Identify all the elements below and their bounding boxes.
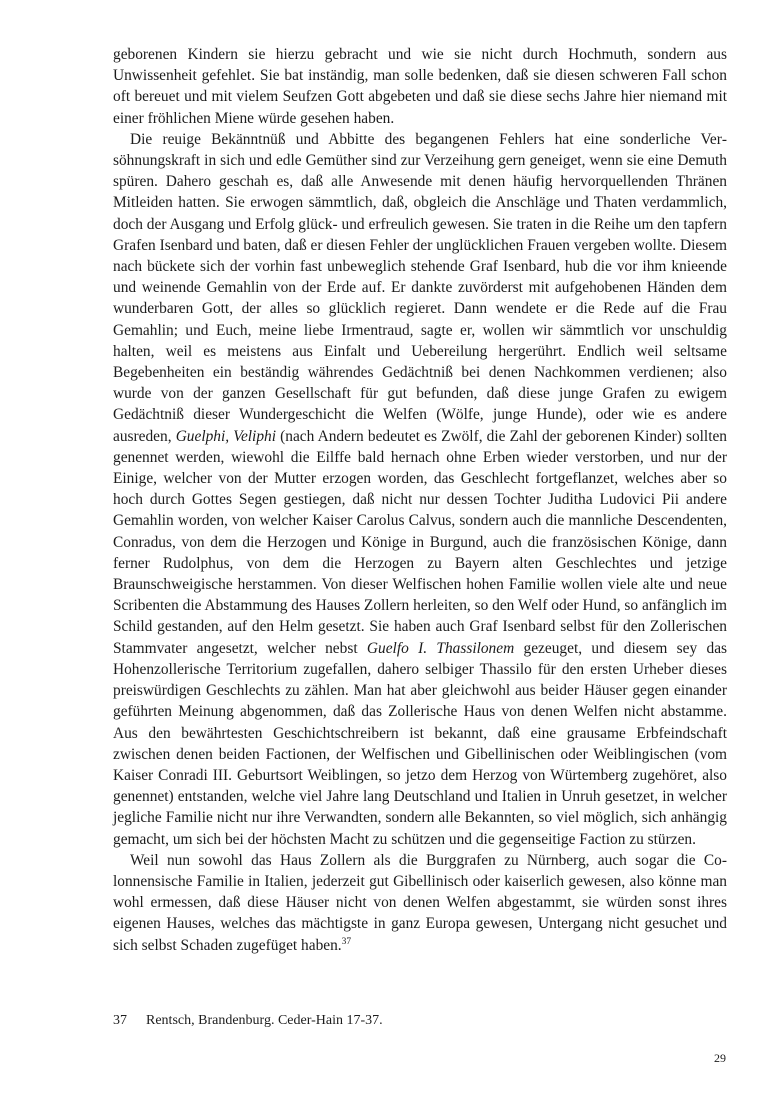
text-run: Weil nun sowohl das Haus Zollern als die Burggrafen zu Nürnberg, auch sogar die Colonnensische Familie in Italien, jederzeit gut Gibellinisch oder kaiserlich gewesen, also könne man wohl ermessen, daß diese Häuser nicht von denen Welfen abgestammt, sie würden sonst ihres eigenen Hauses, welches das mächtigste in ganz Europa gewesen, Untergang nicht gesuchet und sich selbst Schaden zugefüget haben. [113,851,727,954]
text-run: gezeuget, und diesem sey das Hohenzollerische Territorium zugefallen, dahero selbiger Thassilo für den ersten Urheber dieses preiswürdigen Geschlechts zu zählen. Man hat aber gleichwohl aus beider Häuser gegen einander geführten Meinung abgenommen, daß das Zollerische Haus von denen Welfen nicht abstamme. Aus den bewährtesten Geschichtschreibern ist bekannt, daß eine grausame Erbfeindschaft zwischen denen beiden Factionen, der Welfischen und Gibellinischen oder Weiblingischen (vom Kaiser Conradi III. Geburtsort Weiblingen, so jetzo dem Herzog von Würtemberg zugehöret, also genennet) entstanden, welche viel Jahre lang Deutschland und Italien in Unruh gesetzet, in welcher jegliche Familie nicht nur ihre Verwandten, sondern alle Bekannten, so viel möglich, sich anhängig gemacht, um sich bei der höchsten Macht zu schützen und die gegenseitige Faction zu stürzen. [113,639,728,848]
paragraph [113,44,727,129]
main-text [113,44,727,956]
page-number: 29 [714,1051,726,1065]
italic-term: Guelfo I. Thassilonem [366,639,515,657]
text-run: geborenen Kindern sie hierzu gebracht und wie sie nicht durch Hochmuth, sondern aus Unwissenheit gefehlet. Sie bat inständig, man solle bedenken, daß sie diesen schweren Fall schon oft bereuet und mit vielem Seufzen Gott abgebeten und daß sie diese sechs Jahre hier niemand mit einer fröhlichen Miene würde gesehen haben. [113,46,727,127]
paragraph [113,129,727,850]
text-run: Die reuige Bekänntnüß und Abbitte des begangenen Fehlers hat eine sonderliche Versöhnungskraft in sich und edle Gemüther sind zur Verzeihung gern geneiget, wenn sie eine Demuth spüren. Dahero geschah es, daß alle Anwesende mit denen häufig hervorquellenden Thränen Mitleiden hatten. Sie erwogen sämmtlich, daß, obgleich die Anschläge und Thaten verdammlich, doch der Ausgang und Erfolg glück- und erfreulich gewesen. Sie traten in die Reihe um den tapfern Grafen Isenbard und baten, daß er diesen Fehler der unglücklichen Frauen vergeben wollte. Diesem nach bückete sich der vorhin fast unbeweglich stehende Graf Isenbard, hub die vor ihm knieende und weinende Gemahlin von der Erde auf. Er dankte zuvörderst mit aufgehobenen Händen dem wunderbaren Gott, der alles so glücklich regieret. Dann wendete er die Rede auf die Frau Gemahlin; und Euch, meine liebe Irmentraud, sagte er, wollen wir sämmtlich vor unschuldig halten, weil es meistens aus Einfalt und Uebereilung hergerührt. Endlich weil seltsame Begebenheiten ein beständig währendes Gedächtniß bei denen Nachkommen verdienen; also wurde von der ganzen Gesellschaft für gut befunden, daß diese junge Grafen zu ewigem Gedächtniß dieser Wundergeschicht die Welfen (Wölfe, junge Hunde), oder wie es andere ausreden, [113,130,727,445]
paragraph [113,850,727,956]
footnote-number: 37 [113,1013,127,1028]
footnote-reference: 37 [341,936,352,947]
text-run: (nach Andern bedeutet es Zwölf, die Zahl der geborenen Kinder) sollten genennet werden, wiewohl die Eilffe bald hernach ohne Erben wieder verstorben, und nur der Einige, welcher von der Mutter erzogen worden, das Geschlecht fortgeflanzet, welches aber so hoch durch Gottes Segen gestiegen, daß nicht nur dessen Tochter Juditha Ludovici Pii andere Gemahlin worden, von welcher Kaiser Carolus Calvus, sondern auch die mannliche Descendenten, Conradus, von dem die Herzogen und Könige in Burgund, auch die französischen Könige, dann ferner Rudolphus, von dem die Herzogen zu Bayern alten Geschlechtes und jetzige Braunschweigische herstammen. Von dieser Welfischen hohen Familie wollen viele alte und neue Scribenten die Abstammung des Hauses Zollern herleiten, so den Welf oder Hund, so anfänglich im Schild gestanden, auf den Helm gesetzt. Sie haben auch Graf Isenbard selbst für den Zollerischen Stammvater angesetzt, welcher nebst [113,427,727,657]
footnote-text: Rentsch, Brandenburg. Ceder-Hain 17-37. [146,1013,383,1028]
footnote [113,1012,727,1030]
italic-term: Guelphi, Veliphi [175,427,276,445]
